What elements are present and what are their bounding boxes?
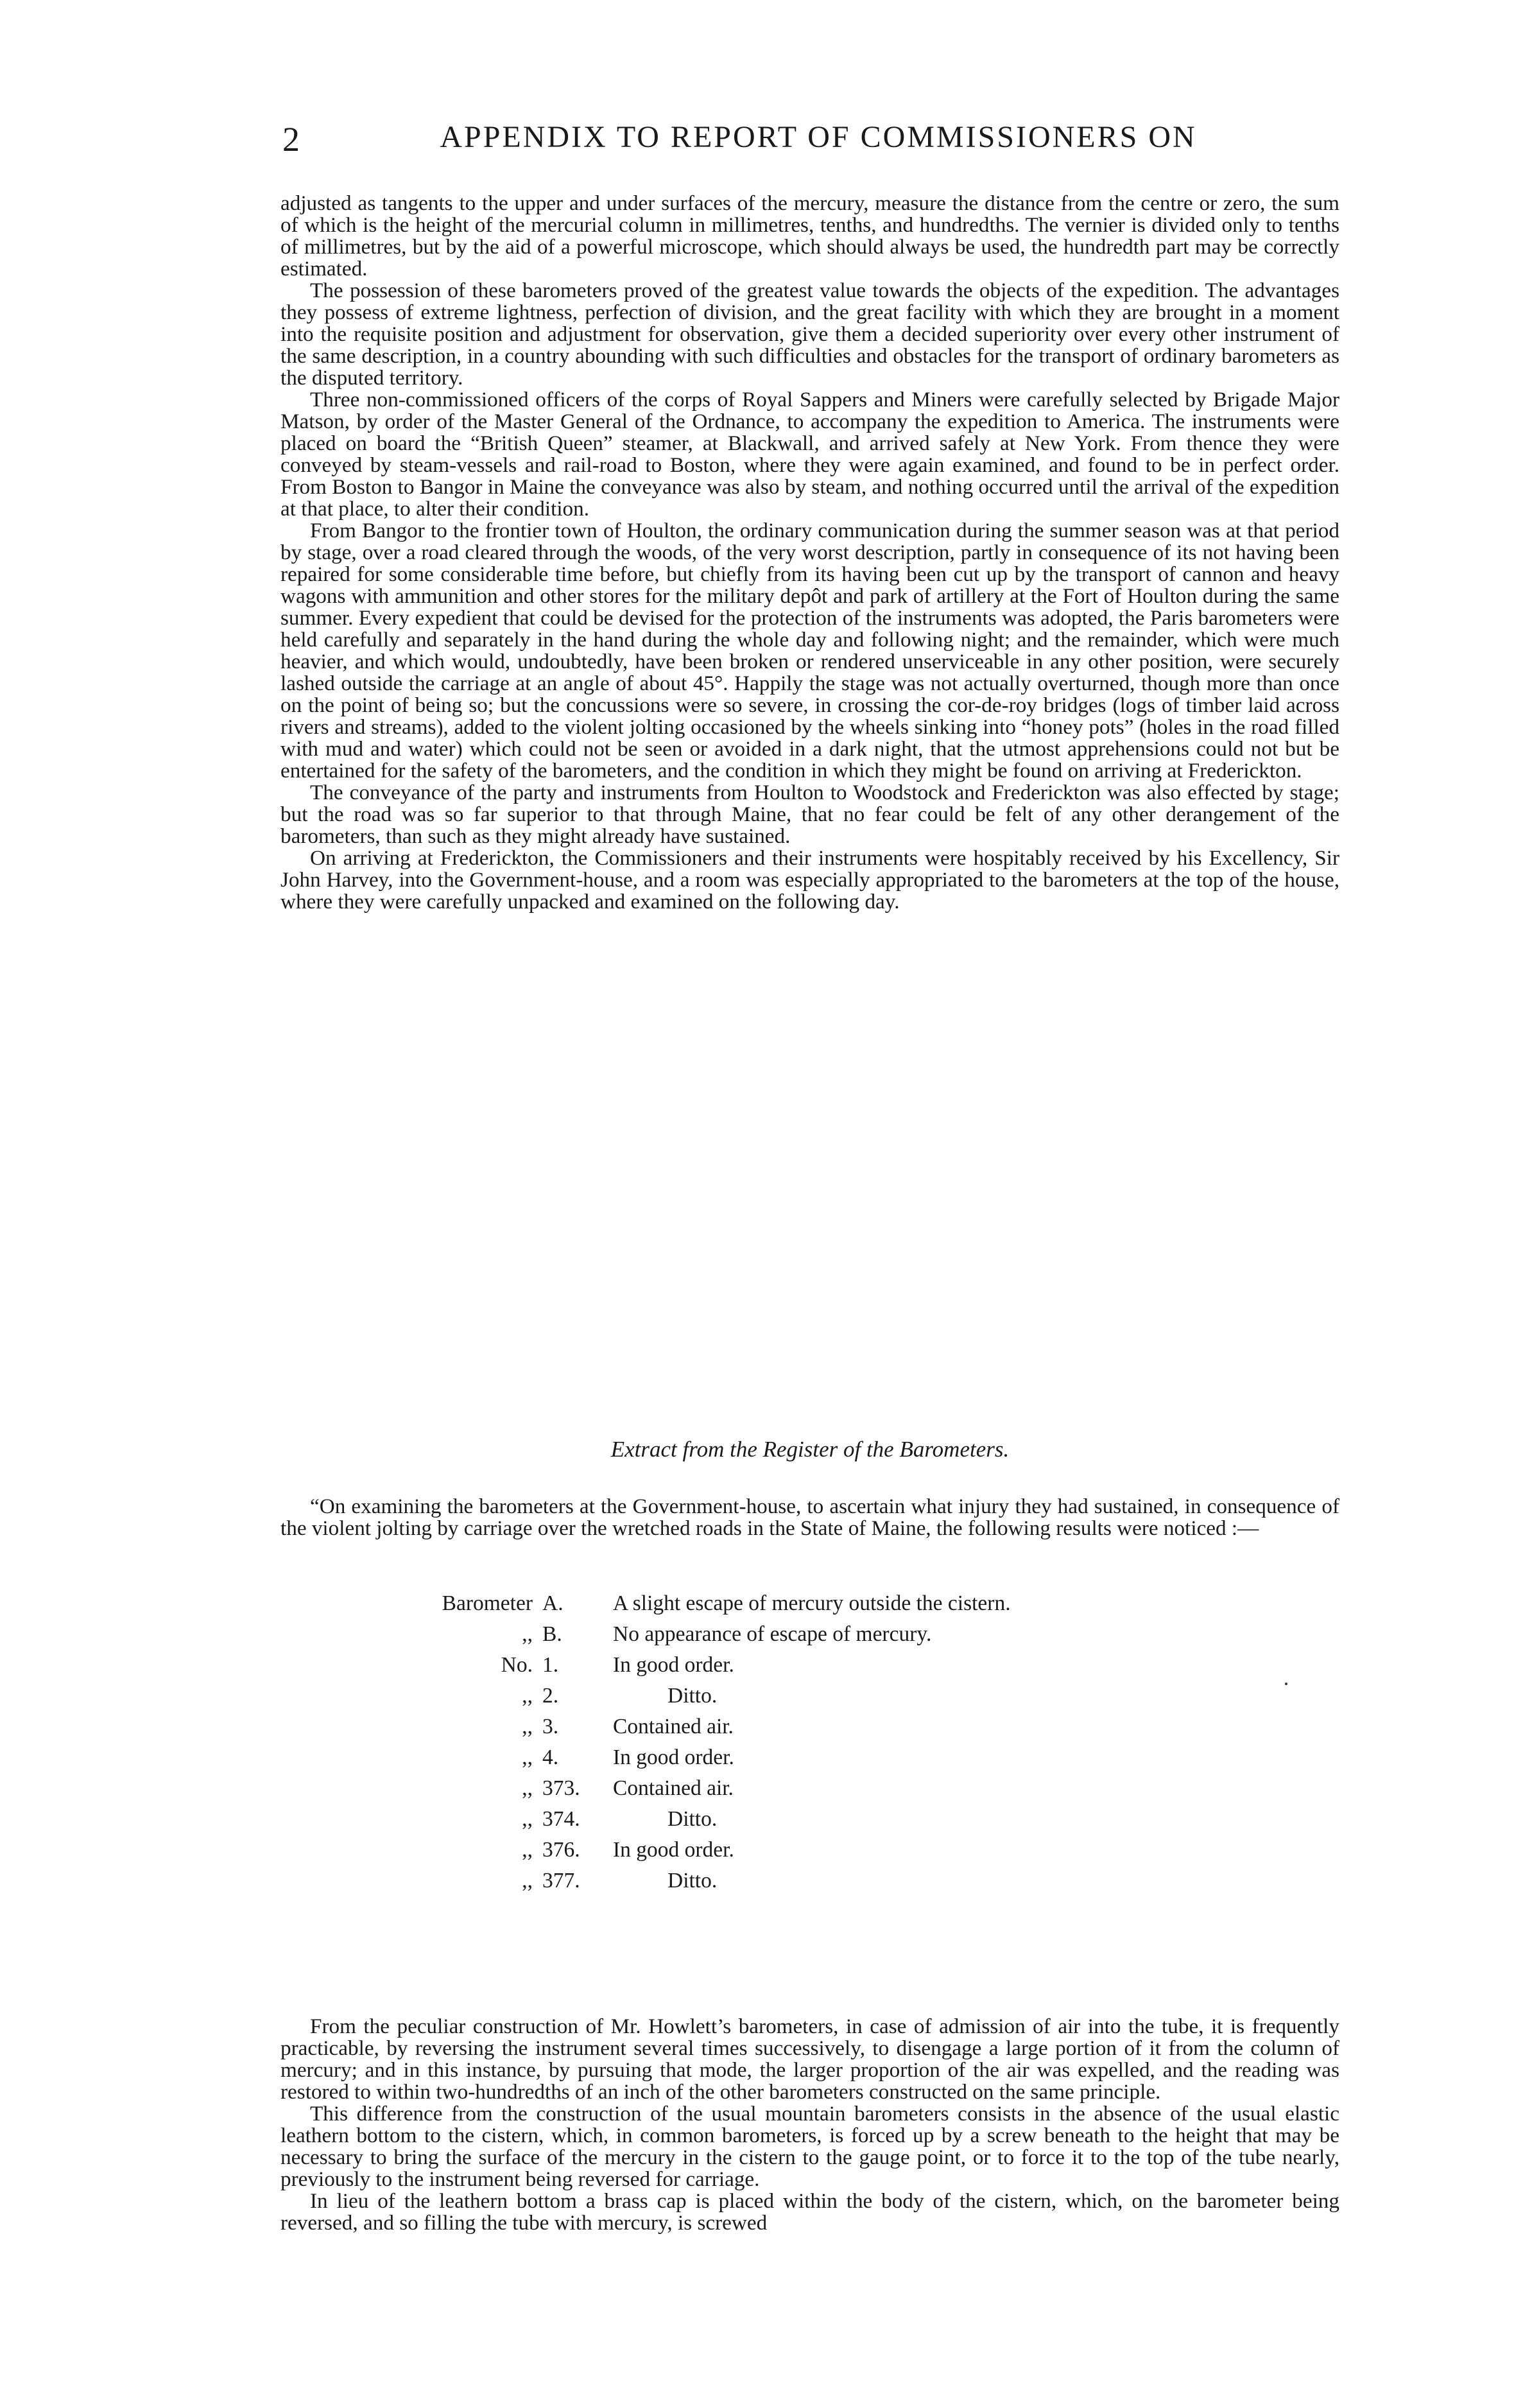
register-number: 376. — [542, 1838, 580, 1862]
register-status: Contained air. — [613, 1776, 734, 1800]
register-status: In good order. — [613, 1838, 734, 1862]
page-header — [282, 119, 1354, 171]
paragraph: From the peculiar construction of Mr. Howlett’s barometers, in case of admission of air into the tube, it is frequently practicable, by reversing the instrument several times successively, to disengage a large portion of it from the column of mercury; and in this instance, by pursuing that mode, the larger proportion of the air was expelled, and the reading was restored to within two-hundredths of an inch of the other barometers constructed on the same principle. — [280, 2014, 1339, 2104]
register-number: A. — [542, 1591, 564, 1615]
main-text-block — [280, 193, 1339, 913]
paragraph: This difference from the construction of the usual mountain barometers consists in the absence of the usual elastic leathern bottom to the cistern, which, in common barometers, is forced up by a screw beneath to the height that may be necessary to bring the surface of the mercury in the cistern to the gauge point, or to force it to the top of the tube nearly, previously to the instrument being reversed for carriage. — [280, 2102, 1339, 2191]
extract-intro-block — [280, 1496, 1339, 1539]
register-number: 3. — [542, 1715, 559, 1738]
paragraph: From Bangor to the frontier town of Houlton, the ordinary communication during the summer season was at that period by stage, over a road cleared through the woods, of the very worst description, partly in consequence of its not having been repaired for some considerable time before, but chiefly from its having been cut up by the transport of cannon and heavy wagons with ammunition and other stores for the military depôt and park of artillery at the Fort of Houlton during the same summer. Every expedient that could be devised for the protection of the instruments was adopted, the Paris barometers were held carefully and separately in the hand during the whole day and following night; and the remainder, which were much heavier, and which would, undoubtedly, have been broken or rendered unserviceable in any other position, were securely lashed outside the carriage at an angle of about 45°. Happily the stage was not actually overturned, though more than once on the point of being so; but the concussions were so severe, in crossing the cor-de-roy bridges (logs of timber laid across rivers and streams), added to the violent jolting occasioned by the wheels sinking into “honey pots” (holes in the road filled with mud and water) which could not be seen or avoided in a dark night, that the utmost apprehensions could not but be entertained for the safety of the barometers, and the condition in which they might be found on arriving at Frederickton. — [280, 519, 1339, 783]
register-label: ,, — [522, 1807, 533, 1831]
paragraph: On arriving at Frederickton, the Commissioners and their instruments were hospitably received by his Excellency, Sir John Harvey, into the Government-house, and a room was especially appropriated to the barometers at the top of the house, where they were carefully unpacked and examined on the following day. — [280, 846, 1339, 914]
paragraph-continuation: adjusted as tangents to the upper and under surfaces of the mercury, measure the distance from the centre or zero, the sum of which is the height of the mercurial column in millimetres, tenths, and hundredths. The vernier is divided only to tenths of millimetres, but by the aid of a powerful microscope, which should always be used, the hundredth part may be correctly estimated. — [280, 191, 1339, 281]
register-status: No appearance of escape of mercury. — [613, 1622, 932, 1646]
register-number: 377. — [542, 1869, 580, 1893]
register-label: ,, — [522, 1622, 533, 1646]
register-number: 374. — [542, 1807, 580, 1831]
register-status: In good order. — [613, 1653, 734, 1677]
register-label: Barometer — [442, 1591, 533, 1615]
running-head: APPENDIX TO REPORT OF COMMISSIONERS ON — [440, 120, 1197, 154]
register-status: A slight escape of mercury outside the cistern. — [613, 1591, 1011, 1615]
register-number: 1. — [542, 1653, 559, 1677]
register-number: 4. — [542, 1745, 559, 1769]
register-label: No. — [501, 1653, 533, 1677]
register-status: Ditto. — [667, 1869, 718, 1893]
paragraph: The conveyance of the party and instruments from Houlton to Woodstock and Frederickton was also effected by stage; but the road was so far superior to that through Maine, that no fear could be felt of any other derangement of the barometers, than such as they might already have sustained. — [280, 781, 1339, 848]
register-label: ,, — [522, 1838, 533, 1862]
register-number: 2. — [542, 1684, 559, 1708]
register-label: ,, — [522, 1776, 533, 1800]
paragraph: The possession of these barometers proved of the greatest value towards the objects of the expedition. The advantages they possess of extreme lightness, perfection of division, and the great facility with which they are brought in a moment into the requisite position and adjustment for observation, give them a decided superiority over every other instrument of the same description, in a country abounding with such difficulties and obstacles for the transport of ordinary barometers as the disputed territory. — [280, 279, 1339, 390]
paragraph: In lieu of the leathern bottom a brass cap is placed within the body of the cistern, which, on the barometer being reversed, and so filling the tube with mercury, is screwed — [280, 2189, 1339, 2235]
register-label: ,, — [522, 1869, 533, 1893]
page-number: 2 — [282, 120, 300, 159]
register-label: ,, — [522, 1715, 533, 1738]
extract-intro: “On examining the barometers at the Government-house, to ascertain what injury they had sustained, in consequence of the violent jolting by carriage over the wretched roads in the State of Maine, the following results were noticed :— — [280, 1494, 1339, 1540]
register-status: In good order. — [613, 1745, 734, 1769]
register-number: 373. — [542, 1776, 580, 1800]
register-status: Contained air. — [613, 1715, 734, 1738]
register-label: ,, — [522, 1745, 533, 1769]
closing-text-block — [280, 2016, 1339, 2234]
register-status: Ditto. — [667, 1807, 718, 1831]
register-label: ,, — [522, 1684, 533, 1708]
paragraph: Three non-commissioned officers of the corps of Royal Sappers and Miners were carefully selected by Brigade Major Matson, by order of the Master General of the Ordnance, to accompany the expedition to America. The instruments were placed on board the “British Queen” steamer, at Blackwall, and arrived safely at New York. From thence they were conveyed by steam-vessels and rail-road to Boston, where they were again examined, and found to be in perfect order. From Boston to Bangor in Maine the conveyance was also by steam, and nothing occurred until the arrival of the expedition at that place, to alter their condition. — [280, 388, 1339, 521]
register-number: B. — [542, 1622, 562, 1646]
extract-heading: Extract from the Register of the Barometers. — [610, 1437, 1010, 1462]
register-status: Ditto. — [667, 1684, 718, 1708]
stray-ink-mark — [1285, 1683, 1287, 1685]
